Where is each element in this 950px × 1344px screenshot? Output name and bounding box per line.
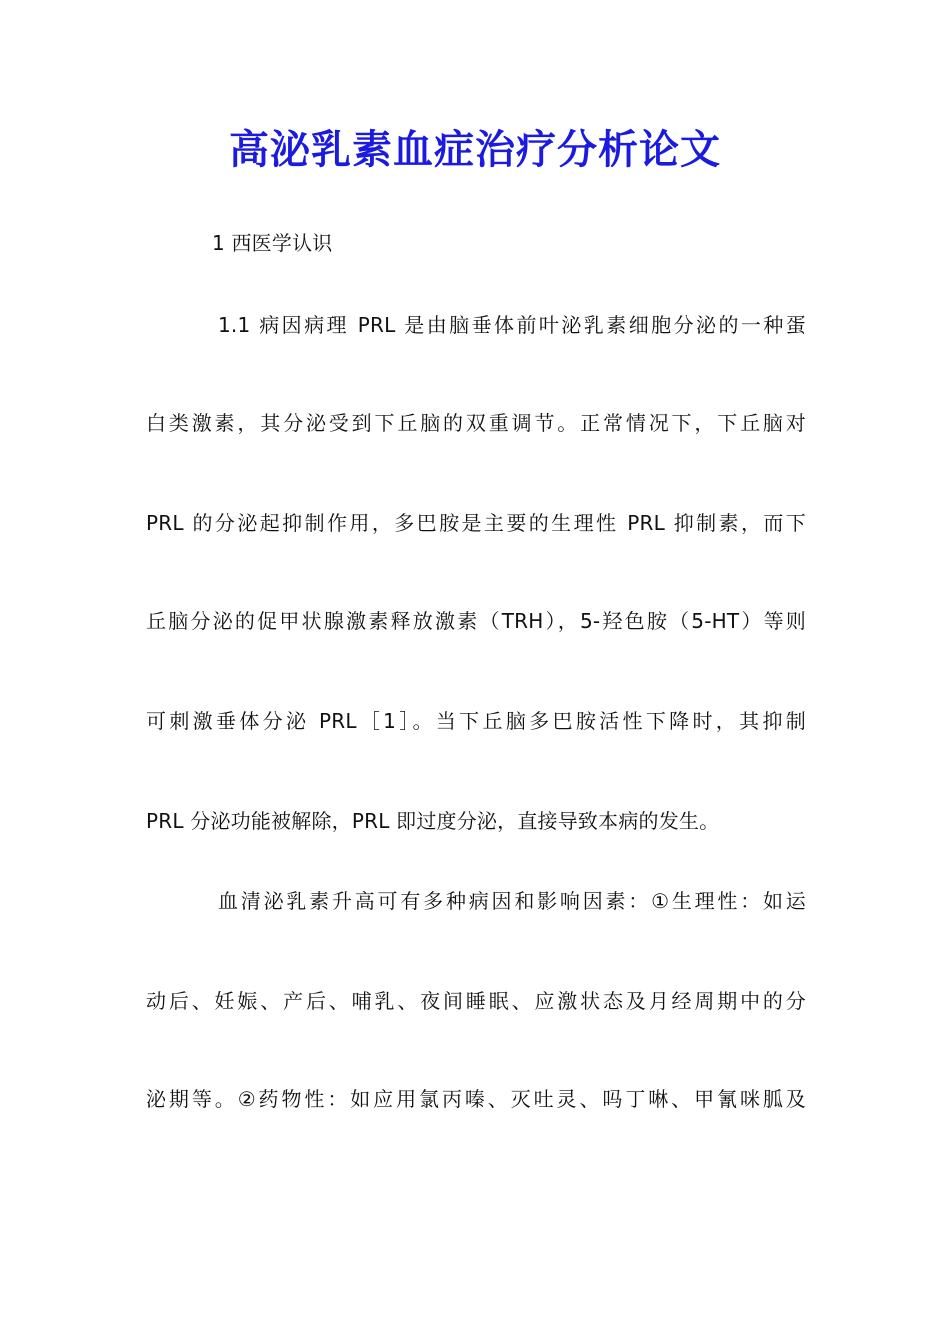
document-title: 高泌乳素血症治疗分析论文 bbox=[229, 126, 721, 173]
paragraph-line: 血清泌乳素升高可有多种病因和影响因素：①生理性：如运 bbox=[218, 889, 806, 913]
paragraph-line: PRL 分泌功能被解除，PRL 即过度分泌，直接导致本病的发生。 bbox=[146, 809, 720, 833]
paragraph-line: 可刺激垂体分泌 PRL［1］。当下丘脑多巴胺活性下降时，其抑制 bbox=[146, 709, 806, 733]
paragraph-line: 白类激素，其分泌受到下丘脑的双重调节。正常情况下，下丘脑对 bbox=[146, 411, 806, 435]
section-heading: 1 西医学认识 bbox=[212, 231, 333, 255]
paragraph-line: 泌期等。②药物性：如应用氯丙嗪、灭吐灵、吗丁啉、甲氰咪胍及 bbox=[146, 1087, 806, 1111]
paragraph-line: 动后、妊娠、产后、哺乳、夜间睡眠、应激状态及月经周期中的分 bbox=[146, 989, 806, 1013]
paragraph-line: 丘脑分泌的促甲状腺激素释放激素（TRH），5-羟色胺（5-HT）等则 bbox=[146, 609, 806, 633]
paragraph-line: 1.1 病因病理 PRL 是由脑垂体前叶泌乳素细胞分泌的一种蛋 bbox=[218, 313, 806, 337]
paragraph-line: PRL 的分泌起抑制作用，多巴胺是主要的生理性 PRL 抑制素，而下 bbox=[146, 511, 806, 535]
